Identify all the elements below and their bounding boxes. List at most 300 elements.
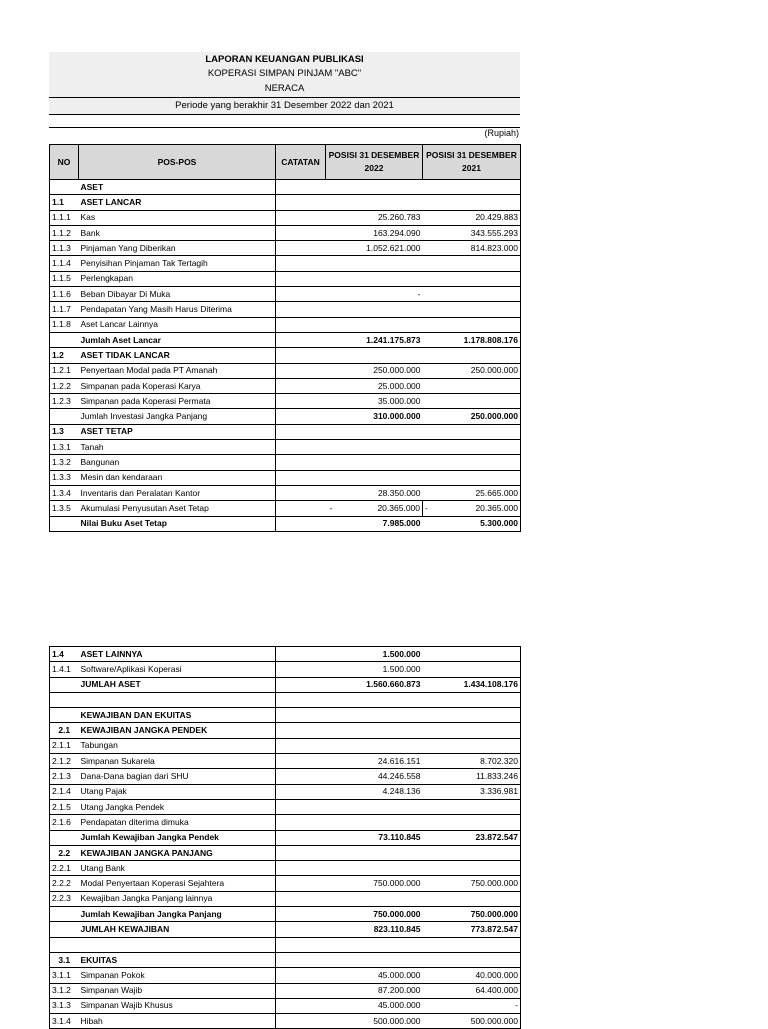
row-label bbox=[79, 708, 276, 723]
balance-sheet-table-liabilities bbox=[49, 646, 521, 1029]
table-row bbox=[50, 677, 521, 692]
value-2022-text: 35.000.000 bbox=[377, 395, 421, 406]
value-2021 bbox=[423, 485, 521, 500]
row-label-text: KEWAJIBAN DAN EKUITAS bbox=[80, 709, 192, 720]
row-label-text: Simpanan Wajib bbox=[80, 985, 143, 996]
table-row bbox=[50, 876, 521, 891]
row-number-text: 2.1.6 bbox=[52, 816, 71, 827]
value-2022 bbox=[326, 516, 423, 531]
row-label bbox=[79, 225, 276, 240]
table-row bbox=[50, 455, 521, 470]
value-2021 bbox=[423, 937, 521, 952]
value-2021 bbox=[423, 271, 521, 286]
row-number-text: 2.1.4 bbox=[52, 786, 71, 797]
row-label-text: Jumlah Kewajiban Jangka Panjang bbox=[80, 908, 222, 919]
row-catatan bbox=[276, 952, 326, 967]
value-2022 bbox=[326, 394, 423, 409]
row-number bbox=[50, 302, 79, 317]
row-label bbox=[79, 302, 276, 317]
table-row bbox=[50, 332, 521, 347]
row-label bbox=[79, 180, 276, 195]
value-2022-text: 28.350.000 bbox=[377, 487, 421, 498]
row-catatan bbox=[276, 394, 326, 409]
table-row bbox=[50, 225, 521, 240]
row-label-text: Pendapatan Yang Masih Harus Diterima bbox=[80, 304, 232, 315]
value-2021 bbox=[423, 876, 521, 891]
value-2022 bbox=[326, 861, 423, 876]
row-number bbox=[50, 815, 79, 830]
row-catatan bbox=[276, 287, 326, 302]
table-row bbox=[50, 799, 521, 814]
row-catatan bbox=[276, 677, 326, 692]
table-header-row bbox=[50, 145, 521, 180]
row-label bbox=[79, 692, 276, 707]
row-label-text: Bank bbox=[80, 227, 100, 238]
table-row bbox=[50, 738, 521, 753]
row-catatan bbox=[276, 876, 326, 891]
row-label-text: ASET TETAP bbox=[80, 426, 133, 437]
row-catatan bbox=[276, 907, 326, 922]
row-label-text: Jumlah Aset Lancar bbox=[80, 334, 161, 345]
currency-unit: (Rupiah) bbox=[484, 128, 519, 138]
table-row bbox=[50, 287, 521, 302]
row-label-text: Inventaris dan Peralatan Kantor bbox=[80, 487, 201, 498]
row-number bbox=[50, 754, 79, 769]
row-number-text: 1.3.5 bbox=[52, 502, 71, 513]
value-2021 bbox=[423, 845, 521, 860]
value-2022-text: 1.500.000 bbox=[382, 648, 421, 659]
table-row bbox=[50, 195, 521, 210]
row-label-text: Jumlah Kewajiban Jangka Pendek bbox=[80, 832, 219, 843]
value-2021-text: 8.702.320 bbox=[480, 755, 518, 766]
value-2022 bbox=[326, 754, 423, 769]
row-label bbox=[79, 210, 276, 225]
value-2021-text: 814.823.000 bbox=[470, 242, 518, 253]
value-2021 bbox=[423, 830, 521, 845]
value-2022 bbox=[326, 424, 423, 439]
row-label bbox=[79, 754, 276, 769]
value-2021-text: 20.365.000 bbox=[475, 502, 518, 513]
row-catatan bbox=[276, 210, 326, 225]
row-number-text: 1.2.1 bbox=[52, 365, 71, 376]
row-label-text: Modal Penyertaan Koperasi Sejahtera bbox=[80, 878, 225, 889]
row-number bbox=[50, 876, 79, 891]
value-2021 bbox=[423, 1014, 521, 1029]
row-number bbox=[50, 845, 79, 860]
row-number-text: 1.2 bbox=[52, 349, 64, 360]
row-label bbox=[79, 861, 276, 876]
value-2021 bbox=[423, 180, 521, 195]
row-label-text: Nilai Buku Aset Tetap bbox=[80, 518, 167, 529]
value-2022-text: 73.110.845 bbox=[378, 832, 421, 843]
row-number bbox=[50, 225, 79, 240]
row-catatan bbox=[276, 799, 326, 814]
table-row bbox=[50, 662, 521, 677]
row-label-text: ASET LAINNYA bbox=[80, 648, 143, 659]
row-label-text: Mesin dan kendaraan bbox=[80, 472, 163, 483]
row-label bbox=[79, 440, 276, 455]
row-number bbox=[50, 271, 79, 286]
table-row bbox=[50, 378, 521, 393]
row-number bbox=[50, 440, 79, 455]
value-2022 bbox=[326, 662, 423, 677]
value-2022-text: 823.110.845 bbox=[373, 923, 421, 934]
row-label bbox=[79, 317, 276, 332]
table-row bbox=[50, 907, 521, 922]
table-row bbox=[50, 470, 521, 485]
value-2021 bbox=[423, 861, 521, 876]
value-2021 bbox=[423, 708, 521, 723]
row-number-text: 2.2.3 bbox=[52, 893, 71, 904]
row-catatan bbox=[276, 861, 326, 876]
row-number bbox=[50, 769, 79, 784]
value-2021-text: 20.429.883 bbox=[475, 212, 518, 223]
value-2022 bbox=[326, 708, 423, 723]
row-label bbox=[79, 485, 276, 500]
row-label bbox=[79, 394, 276, 409]
col-header-no: NO bbox=[50, 145, 79, 180]
row-number-text: 1.4 bbox=[52, 648, 64, 659]
row-label-text: Pinjaman Yang Diberikan bbox=[80, 242, 176, 253]
table-row bbox=[50, 861, 521, 876]
row-number bbox=[50, 708, 79, 723]
value-2022 bbox=[326, 302, 423, 317]
row-number-text: 1.1.4 bbox=[52, 258, 71, 269]
row-catatan bbox=[276, 769, 326, 784]
row-catatan bbox=[276, 241, 326, 256]
row-label-text: KEWAJIBAN JANGKA PANJANG bbox=[80, 847, 213, 858]
divider-line bbox=[49, 114, 520, 115]
row-number bbox=[50, 647, 79, 662]
value-2021 bbox=[423, 424, 521, 439]
value-2021 bbox=[423, 983, 521, 998]
row-number bbox=[50, 968, 79, 983]
value-2022-text: 750.000.000 bbox=[373, 878, 421, 889]
row-label bbox=[79, 256, 276, 271]
value-2021 bbox=[423, 738, 521, 753]
row-label bbox=[79, 799, 276, 814]
value-2022 bbox=[326, 271, 423, 286]
row-catatan bbox=[276, 647, 326, 662]
row-number-text: 1.1 bbox=[52, 196, 64, 207]
value-2022 bbox=[326, 317, 423, 332]
row-catatan bbox=[276, 937, 326, 952]
row-catatan bbox=[276, 195, 326, 210]
row-label-text: Perlengkapan bbox=[80, 273, 133, 284]
table-row bbox=[50, 271, 521, 286]
value-2022 bbox=[326, 348, 423, 363]
row-catatan bbox=[276, 998, 326, 1013]
value-2021-text: 1.434.108.176 bbox=[463, 679, 518, 690]
value-2022 bbox=[326, 677, 423, 692]
value-2022 bbox=[326, 738, 423, 753]
row-label bbox=[79, 815, 276, 830]
table-row bbox=[50, 815, 521, 830]
row-number bbox=[50, 922, 79, 937]
row-catatan bbox=[276, 738, 326, 753]
col-header-2021: POSISI 31 DESEMBER 2021 bbox=[423, 145, 521, 180]
row-number bbox=[50, 485, 79, 500]
value-2022-text: 45.000.000 bbox=[377, 1000, 421, 1011]
row-label-text: Akumulasi Penyusutan Aset Tetap bbox=[80, 502, 209, 513]
value-2022-text: 500.000.000 bbox=[373, 1015, 421, 1026]
row-catatan bbox=[276, 332, 326, 347]
row-catatan bbox=[276, 983, 326, 998]
negative-sign: - bbox=[329, 502, 333, 513]
row-catatan bbox=[276, 317, 326, 332]
table-row bbox=[50, 998, 521, 1013]
value-2022-text: 24.616.151 bbox=[377, 755, 421, 766]
value-2021 bbox=[423, 394, 521, 409]
table-row bbox=[50, 692, 521, 707]
value-2022 bbox=[326, 692, 423, 707]
row-label-text: Pendapatan diterima dimuka bbox=[80, 816, 189, 827]
row-catatan bbox=[276, 363, 326, 378]
value-2022 bbox=[326, 1014, 423, 1029]
row-catatan bbox=[276, 225, 326, 240]
row-label-text: Bangunan bbox=[80, 456, 120, 467]
value-2021 bbox=[423, 907, 521, 922]
row-catatan bbox=[276, 501, 326, 516]
col-header-catatan: CATATAN bbox=[276, 145, 326, 180]
row-label bbox=[79, 287, 276, 302]
row-catatan bbox=[276, 845, 326, 860]
value-2022-text: 163.294.090 bbox=[373, 227, 421, 238]
row-label-text: Dana-Dana bagian dari SHU bbox=[80, 771, 189, 782]
row-catatan bbox=[276, 784, 326, 799]
row-label-text: EKUITAS bbox=[80, 954, 118, 965]
value-2022 bbox=[326, 256, 423, 271]
value-2022 bbox=[326, 485, 423, 500]
value-2022 bbox=[326, 815, 423, 830]
row-number-text: 2.1.2 bbox=[52, 755, 71, 766]
table-row bbox=[50, 424, 521, 439]
balance-sheet-table-assets bbox=[49, 144, 521, 532]
value-2022 bbox=[326, 210, 423, 225]
row-label bbox=[79, 378, 276, 393]
row-label-text: Utang Jangka Pendek bbox=[80, 801, 165, 812]
row-number bbox=[50, 662, 79, 677]
negative-sign: - bbox=[425, 502, 428, 513]
row-catatan bbox=[276, 455, 326, 470]
value-2021 bbox=[423, 784, 521, 799]
row-catatan bbox=[276, 256, 326, 271]
value-2021 bbox=[423, 378, 521, 393]
row-number bbox=[50, 1014, 79, 1029]
value-2021 bbox=[423, 692, 521, 707]
row-number bbox=[50, 830, 79, 845]
row-number bbox=[50, 692, 79, 707]
row-number bbox=[50, 784, 79, 799]
row-number bbox=[50, 394, 79, 409]
value-2022 bbox=[326, 501, 423, 516]
row-number-text: 1.3 bbox=[52, 426, 64, 437]
row-number-text: 3.1 bbox=[58, 954, 71, 965]
value-2021-text: 64.400.000 bbox=[475, 985, 518, 996]
row-label-text: Aset Lancar Lainnya bbox=[80, 319, 158, 330]
row-number-text: 3.1.2 bbox=[52, 985, 71, 996]
value-2022 bbox=[326, 363, 423, 378]
row-number bbox=[50, 241, 79, 256]
row-label-text: Simpanan pada Koperasi Permata bbox=[80, 395, 211, 406]
row-number-text: 1.1.6 bbox=[52, 288, 71, 299]
value-2021 bbox=[423, 647, 521, 662]
value-2022-text: 1.500.000 bbox=[382, 663, 421, 674]
table-row bbox=[50, 516, 521, 531]
row-label bbox=[79, 998, 276, 1013]
value-2021 bbox=[423, 195, 521, 210]
row-label-text: Tanah bbox=[80, 441, 104, 452]
value-2022 bbox=[326, 799, 423, 814]
row-catatan bbox=[276, 692, 326, 707]
row-number bbox=[50, 516, 79, 531]
value-2022 bbox=[326, 830, 423, 845]
table-row bbox=[50, 922, 521, 937]
value-2022 bbox=[326, 287, 423, 302]
value-2021 bbox=[423, 363, 521, 378]
value-2022-text: 1.241.175.873 bbox=[366, 334, 421, 345]
value-2022-text: 750.000.000 bbox=[373, 908, 421, 919]
value-2022 bbox=[326, 845, 423, 860]
value-2022 bbox=[326, 241, 423, 256]
row-catatan bbox=[276, 754, 326, 769]
row-number-text: 2.2 bbox=[58, 847, 71, 858]
value-2022 bbox=[326, 998, 423, 1013]
table-row bbox=[50, 317, 521, 332]
value-2021-text: 750.000.000 bbox=[470, 878, 518, 889]
row-label-text: Penyisihan Pinjaman Tak Tertagih bbox=[80, 258, 208, 269]
row-catatan bbox=[276, 271, 326, 286]
row-label bbox=[79, 424, 276, 439]
table-row bbox=[50, 241, 521, 256]
row-catatan bbox=[276, 516, 326, 531]
value-2022-text: 25.000.000 bbox=[377, 380, 421, 391]
table-row bbox=[50, 968, 521, 983]
value-2022-text: 310.000.000 bbox=[373, 411, 421, 422]
value-2021-text: 1.178.808.176 bbox=[463, 334, 518, 345]
row-catatan bbox=[276, 815, 326, 830]
row-number-text: 3.1.3 bbox=[52, 1000, 71, 1011]
row-label bbox=[79, 332, 276, 347]
row-number bbox=[50, 363, 79, 378]
row-number bbox=[50, 937, 79, 952]
row-label bbox=[79, 677, 276, 692]
row-number bbox=[50, 409, 79, 424]
report-title: LAPORAN KEUANGAN PUBLIKASI bbox=[205, 54, 364, 65]
value-2022-text: 1.560.660.873 bbox=[366, 679, 421, 690]
value-2021 bbox=[423, 225, 521, 240]
row-label-text: Tabungan bbox=[80, 740, 118, 751]
row-label bbox=[79, 470, 276, 485]
row-number bbox=[50, 891, 79, 906]
row-label bbox=[79, 723, 276, 738]
table-row bbox=[50, 394, 521, 409]
row-catatan bbox=[276, 662, 326, 677]
row-number bbox=[50, 180, 79, 195]
value-2021-text: 750.000.000 bbox=[470, 908, 518, 919]
row-catatan bbox=[276, 708, 326, 723]
value-2022-text: 25.260.783 bbox=[377, 212, 421, 223]
table-row bbox=[50, 256, 521, 271]
value-2021 bbox=[423, 210, 521, 225]
value-2022 bbox=[326, 455, 423, 470]
row-label bbox=[79, 830, 276, 845]
value-2021 bbox=[423, 754, 521, 769]
value-2022 bbox=[326, 409, 423, 424]
value-2022-text: 4.248.136 bbox=[382, 786, 421, 797]
row-number bbox=[50, 799, 79, 814]
value-2021 bbox=[423, 501, 521, 516]
table-row bbox=[50, 891, 521, 906]
table-row bbox=[50, 952, 521, 967]
row-number bbox=[50, 677, 79, 692]
row-label-text: Utang Bank bbox=[80, 862, 125, 873]
row-label-text: Simpanan Wajib Khusus bbox=[80, 1000, 173, 1011]
row-label bbox=[79, 845, 276, 860]
value-2021 bbox=[423, 516, 521, 531]
value-2021-text: 40.000.000 bbox=[475, 969, 518, 980]
row-label-text: Kas bbox=[80, 212, 96, 223]
table-row bbox=[50, 830, 521, 845]
row-label-text: KEWAJIBAN JANGKA PENDEK bbox=[80, 725, 208, 736]
row-number bbox=[50, 723, 79, 738]
value-2022-text: - bbox=[417, 288, 421, 299]
row-catatan bbox=[276, 830, 326, 845]
row-label-text: JUMLAH KEWAJIBAN bbox=[80, 923, 170, 934]
value-2022-text: 87.200.000 bbox=[377, 985, 421, 996]
row-label bbox=[79, 876, 276, 891]
value-2021-text: 5.300.000 bbox=[480, 518, 518, 529]
value-2022 bbox=[326, 876, 423, 891]
row-label bbox=[79, 409, 276, 424]
row-number bbox=[50, 332, 79, 347]
row-number bbox=[50, 317, 79, 332]
value-2022 bbox=[326, 983, 423, 998]
row-number-text: 1.1.2 bbox=[52, 227, 71, 238]
row-number-text: 1.1.3 bbox=[52, 242, 71, 253]
row-number-text: 1.3.4 bbox=[52, 487, 71, 498]
value-2021-text: 11.833.246 bbox=[476, 771, 518, 782]
row-label bbox=[79, 501, 276, 516]
value-2021 bbox=[423, 952, 521, 967]
row-label-text: Penyertaan Modal pada PT Amanah bbox=[80, 365, 218, 376]
table-row bbox=[50, 769, 521, 784]
value-2022 bbox=[326, 440, 423, 455]
row-label-text: Simpanan Sukarela bbox=[80, 755, 155, 766]
row-label bbox=[79, 271, 276, 286]
table-row bbox=[50, 440, 521, 455]
value-2021 bbox=[423, 769, 521, 784]
row-catatan bbox=[276, 378, 326, 393]
row-catatan bbox=[276, 302, 326, 317]
row-label bbox=[79, 647, 276, 662]
row-catatan bbox=[276, 409, 326, 424]
row-label bbox=[79, 937, 276, 952]
row-number bbox=[50, 470, 79, 485]
value-2021-text: 25.665.000 bbox=[475, 487, 518, 498]
value-2021-text: 23.872.547 bbox=[475, 832, 518, 843]
table-row bbox=[50, 302, 521, 317]
row-label bbox=[79, 784, 276, 799]
table-row bbox=[50, 501, 521, 516]
value-2021-text: 250.000.000 bbox=[470, 365, 518, 376]
value-2022 bbox=[326, 647, 423, 662]
value-2021 bbox=[423, 799, 521, 814]
table-row bbox=[50, 723, 521, 738]
row-label-text: ASET bbox=[80, 181, 104, 192]
row-number bbox=[50, 210, 79, 225]
table-row bbox=[50, 708, 521, 723]
